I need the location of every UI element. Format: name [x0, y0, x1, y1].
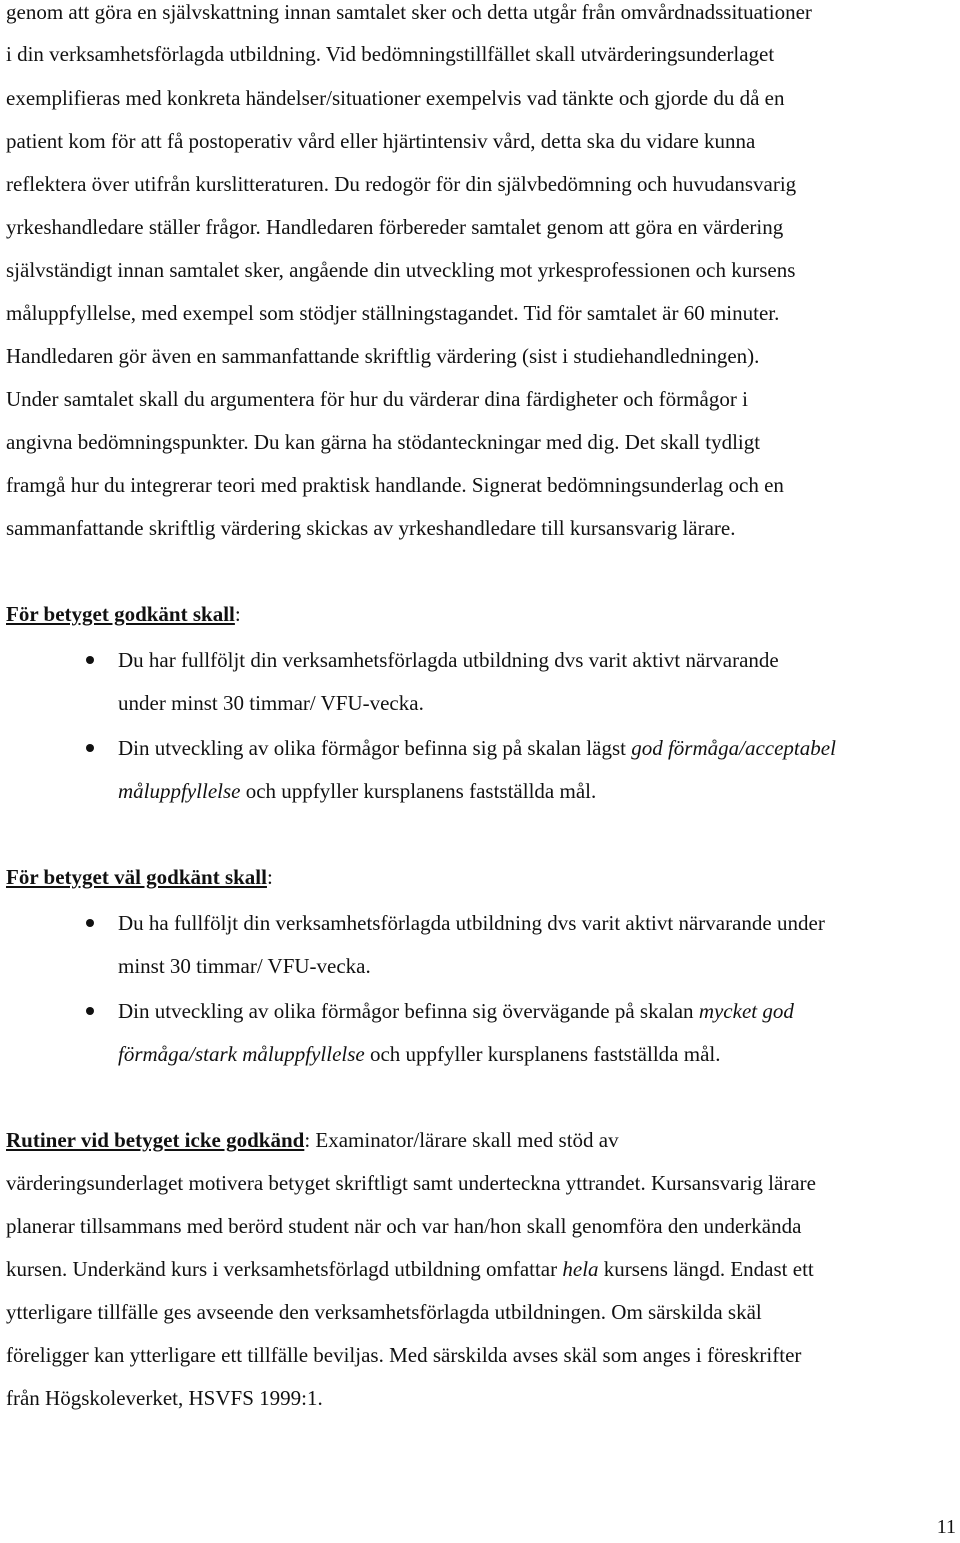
list-item-text: minst 30 timmar/ VFU-vecka.	[118, 954, 371, 978]
paragraph-line: framgå hur du integrerar teori med praktisk handlande. Signerat bedömningsunderlag och en	[6, 473, 784, 497]
rutiner-line: värderingsunderlaget motivera betyget skriftligt samt underteckna yttrandet. Kursansvarig lärare	[6, 1171, 816, 1195]
paragraph-line: patient kom för att få postoperativ vård eller hjärtintensiv vård, detta ska du vidare kunna	[6, 129, 756, 153]
paragraph-line: i din verksamhetsförlagda utbildning. Vid bedömningstillfället skall utvärderingsunderlaget	[6, 42, 775, 66]
paragraph-line: reflektera över utifrån kurslitteraturen. Du redogör för din självbedömning och huvudansvarig	[6, 172, 797, 196]
list-item-emphasis: måluppfyllelse	[118, 779, 241, 803]
list-item-segment: Din utveckling av olika förmågor befinna sig på skalan lägst	[118, 736, 632, 760]
paragraph-line: sammanfattande skriftlig värdering skickas av yrkeshandledare till kursansvarig lärare.	[6, 516, 736, 540]
godkant-heading-line	[6, 600, 241, 628]
paragraph-line: Handledaren gör även en sammanfattande skriftlig värdering (sist i studiehandledningen).	[6, 344, 760, 368]
rutiner-text: kursen. Underkänd kurs i verksamhetsförlagd utbildning omfattar	[6, 1257, 563, 1281]
list-item-text	[118, 734, 836, 762]
rutiner-line	[6, 1126, 619, 1154]
rutiner-line: från Högskoleverket, HSVFS 1999:1.	[6, 1386, 323, 1410]
list-item-segment: och uppfyller kursplanens fastställda mål.	[364, 1042, 721, 1066]
paragraph-line: självständigt innan samtalet sker, angående din utveckling mot yrkesprofessionen och kursens	[6, 258, 796, 282]
list-item-text: under minst 30 timmar/ VFU-vecka.	[118, 691, 424, 715]
rutiner-text: : Examinator/lärare skall med stöd av	[304, 1128, 619, 1152]
list-item-emphasis: god förmåga/acceptabel	[631, 736, 836, 760]
paragraph-line: angivna bedömningspunkter. Du kan gärna ha stödanteckningar med dig. Det skall tydligt	[6, 430, 761, 454]
page-number: 11	[936, 1516, 956, 1538]
rutiner-line: planerar tillsammans med berörd student när och var han/hon skall genomföra den underkända	[6, 1214, 802, 1238]
paragraph-line: genom att göra en självskattning innan samtalet sker och detta utgår från omvårdnadssituationer	[6, 0, 812, 24]
list-item-text: Du ha fullföljt din verksamhetsförlagda utbildning dvs varit aktivt närvarande under	[118, 911, 825, 935]
paragraph-line: exemplifieras med konkreta händelser/situationer exempelvis vad tänkte och gjorde du då en	[6, 86, 785, 110]
section-heading: För betyget godkänt skall	[6, 602, 235, 626]
bullet-icon	[86, 744, 94, 752]
list-item-text	[118, 997, 794, 1025]
list-item-text	[118, 1040, 720, 1068]
rutiner-line: ytterligare tillfälle ges avseende den verksamhetsförlagda utbildningen. Om särskilda skäl	[6, 1300, 762, 1324]
rutiner-line	[6, 1255, 814, 1283]
bullet-icon	[86, 1007, 94, 1015]
list-item-emphasis: mycket god	[698, 999, 794, 1023]
heading-colon: :	[234, 602, 241, 626]
list-item-text: Du har fullföljt din verksamhetsförlagda utbildning dvs varit aktivt närvarande	[118, 648, 779, 672]
bullet-icon	[86, 919, 94, 927]
section-heading: Rutiner vid betyget icke godkänd	[6, 1128, 305, 1152]
rutiner-text: kursens längd. Endast ett	[598, 1257, 814, 1281]
list-item-segment: Din utveckling av olika förmågor befinna sig övervägande på skalan	[118, 999, 699, 1023]
rutiner-line: föreligger kan ytterligare ett tillfälle beviljas. Med särskilda avses skäl som anges i föreskrifter	[6, 1343, 802, 1367]
val-godkant-heading-line	[6, 863, 273, 891]
bullet-icon	[86, 656, 94, 664]
list-item-segment: och uppfyller kursplanens fastställda mål.	[240, 779, 597, 803]
paragraph-line: Under samtalet skall du argumentera för hur du värderar dina färdigheter och förmågor i	[6, 387, 748, 411]
paragraph-line: måluppfyllelse, med exempel som stödjer ställningstagandet. Tid för samtalet är 60 minuter.	[6, 301, 780, 325]
list-item-text	[118, 777, 596, 805]
rutiner-emphasis: hela	[562, 1257, 599, 1281]
paragraph-line: yrkeshandledare ställer frågor. Handledaren förbereder samtalet genom att göra en värdering	[6, 215, 784, 239]
section-heading: För betyget väl godkänt skall	[6, 865, 267, 889]
list-item-emphasis: förmåga/stark måluppfyllelse	[118, 1042, 365, 1066]
heading-colon: :	[266, 865, 273, 889]
